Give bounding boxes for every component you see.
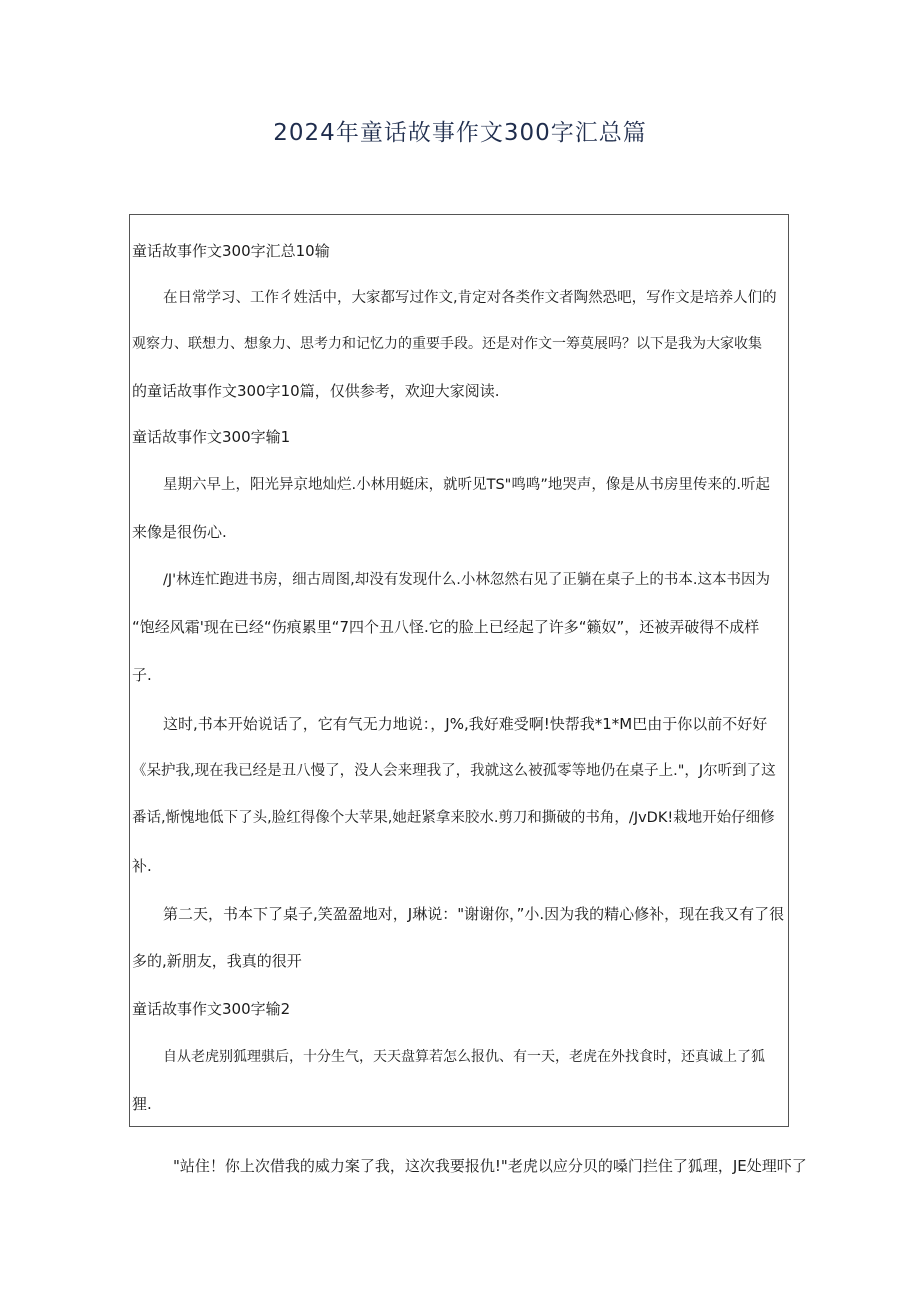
document-title: 2024年童话故事作文300字汇总篇 [273,120,647,146]
intro-line-3: 的童话故事作文300字10篇，仅供参考，欢迎大家阅读. [132,382,500,400]
s1-p4-line-1: 第二天，书本下了桌子,笑盈盈地对，J琳说："谢谢你，”小.因为我的精心修补，现在我又有了很 [163,905,785,923]
collection-heading: 童话故事作文300字汇总10输 [132,242,330,260]
s2-p1-line-2: 狸. [132,1095,152,1113]
s1-p4-line-2: 多的,新朋友，我真的很开 [132,952,302,970]
s1-p3-line-1: 这时,书本开始说话了，它有气无力地说：，J%,我好难受啊!快帮我*1*M巴由于你以前不好好 [163,715,768,733]
intro-line-2: 观察力、联想力、想象力、思考力和记忆力的重要手段。还是对作文一筹莫展吗？以下是我为大家收集 [132,336,762,352]
s1-p3-line-2: 《呆护我,现在我已经是丑八慢了，没人会来理我了，我就这么被孤零等地仍在桌子上."，J尔听到了这 [132,763,776,779]
s1-p1-line-2: 来像是很伤心. [132,523,227,541]
s1-p3-line-3: 番话,惭愧地低下了头,脸红得像个大苹果,她赶紧拿来胶水.剪刀和撕破的书角，/JvDK!栽地开始仔细修 [132,810,775,826]
s1-p3-line-4: 补. [132,857,152,875]
continuation-paragraph: "站住！你上次借我的威力案了我，这次我要报仇!"老虎以应分贝的嗓门拦住了狐理，JE处理吓了 [173,1157,807,1175]
s1-p2-line-3: 子. [132,666,152,684]
s1-p1-line-1: 星期六早上，阳光异京地灿烂.小林用蜓床，就听见TS"鸣鸣”地哭声，像是从书房里传来的.听起 [163,477,770,493]
s1-p2-line-1: /J'林连忙跑进书房，细古周图,却没有发现什么.小林忽然右见了正躺在桌子上的书本.这本书因为 [163,572,770,588]
section-1-heading: 童话故事作文300字输1 [132,428,291,446]
article-content-box [129,214,789,1127]
s2-p1-line-1: 自从老虎别狐理骐后，十分生气，天天盘算若怎么报仇、有一天，老虎在外找食时，还真诚上了狐 [163,1049,765,1065]
s1-p2-line-2: “饱经风霜'现在已经“伤痕累里“7四个丑八怪.它的脸上已经起了许多“籁奴”，还被弄破得不成样 [132,618,760,636]
section-2-heading: 童话故事作文300字输2 [132,1000,291,1018]
intro-line-1: 在日常学习、工作彳姓活中，大家都写过作文,肯定对各类作文者陶然恐吧，写作文是培养人们的 [163,290,777,306]
